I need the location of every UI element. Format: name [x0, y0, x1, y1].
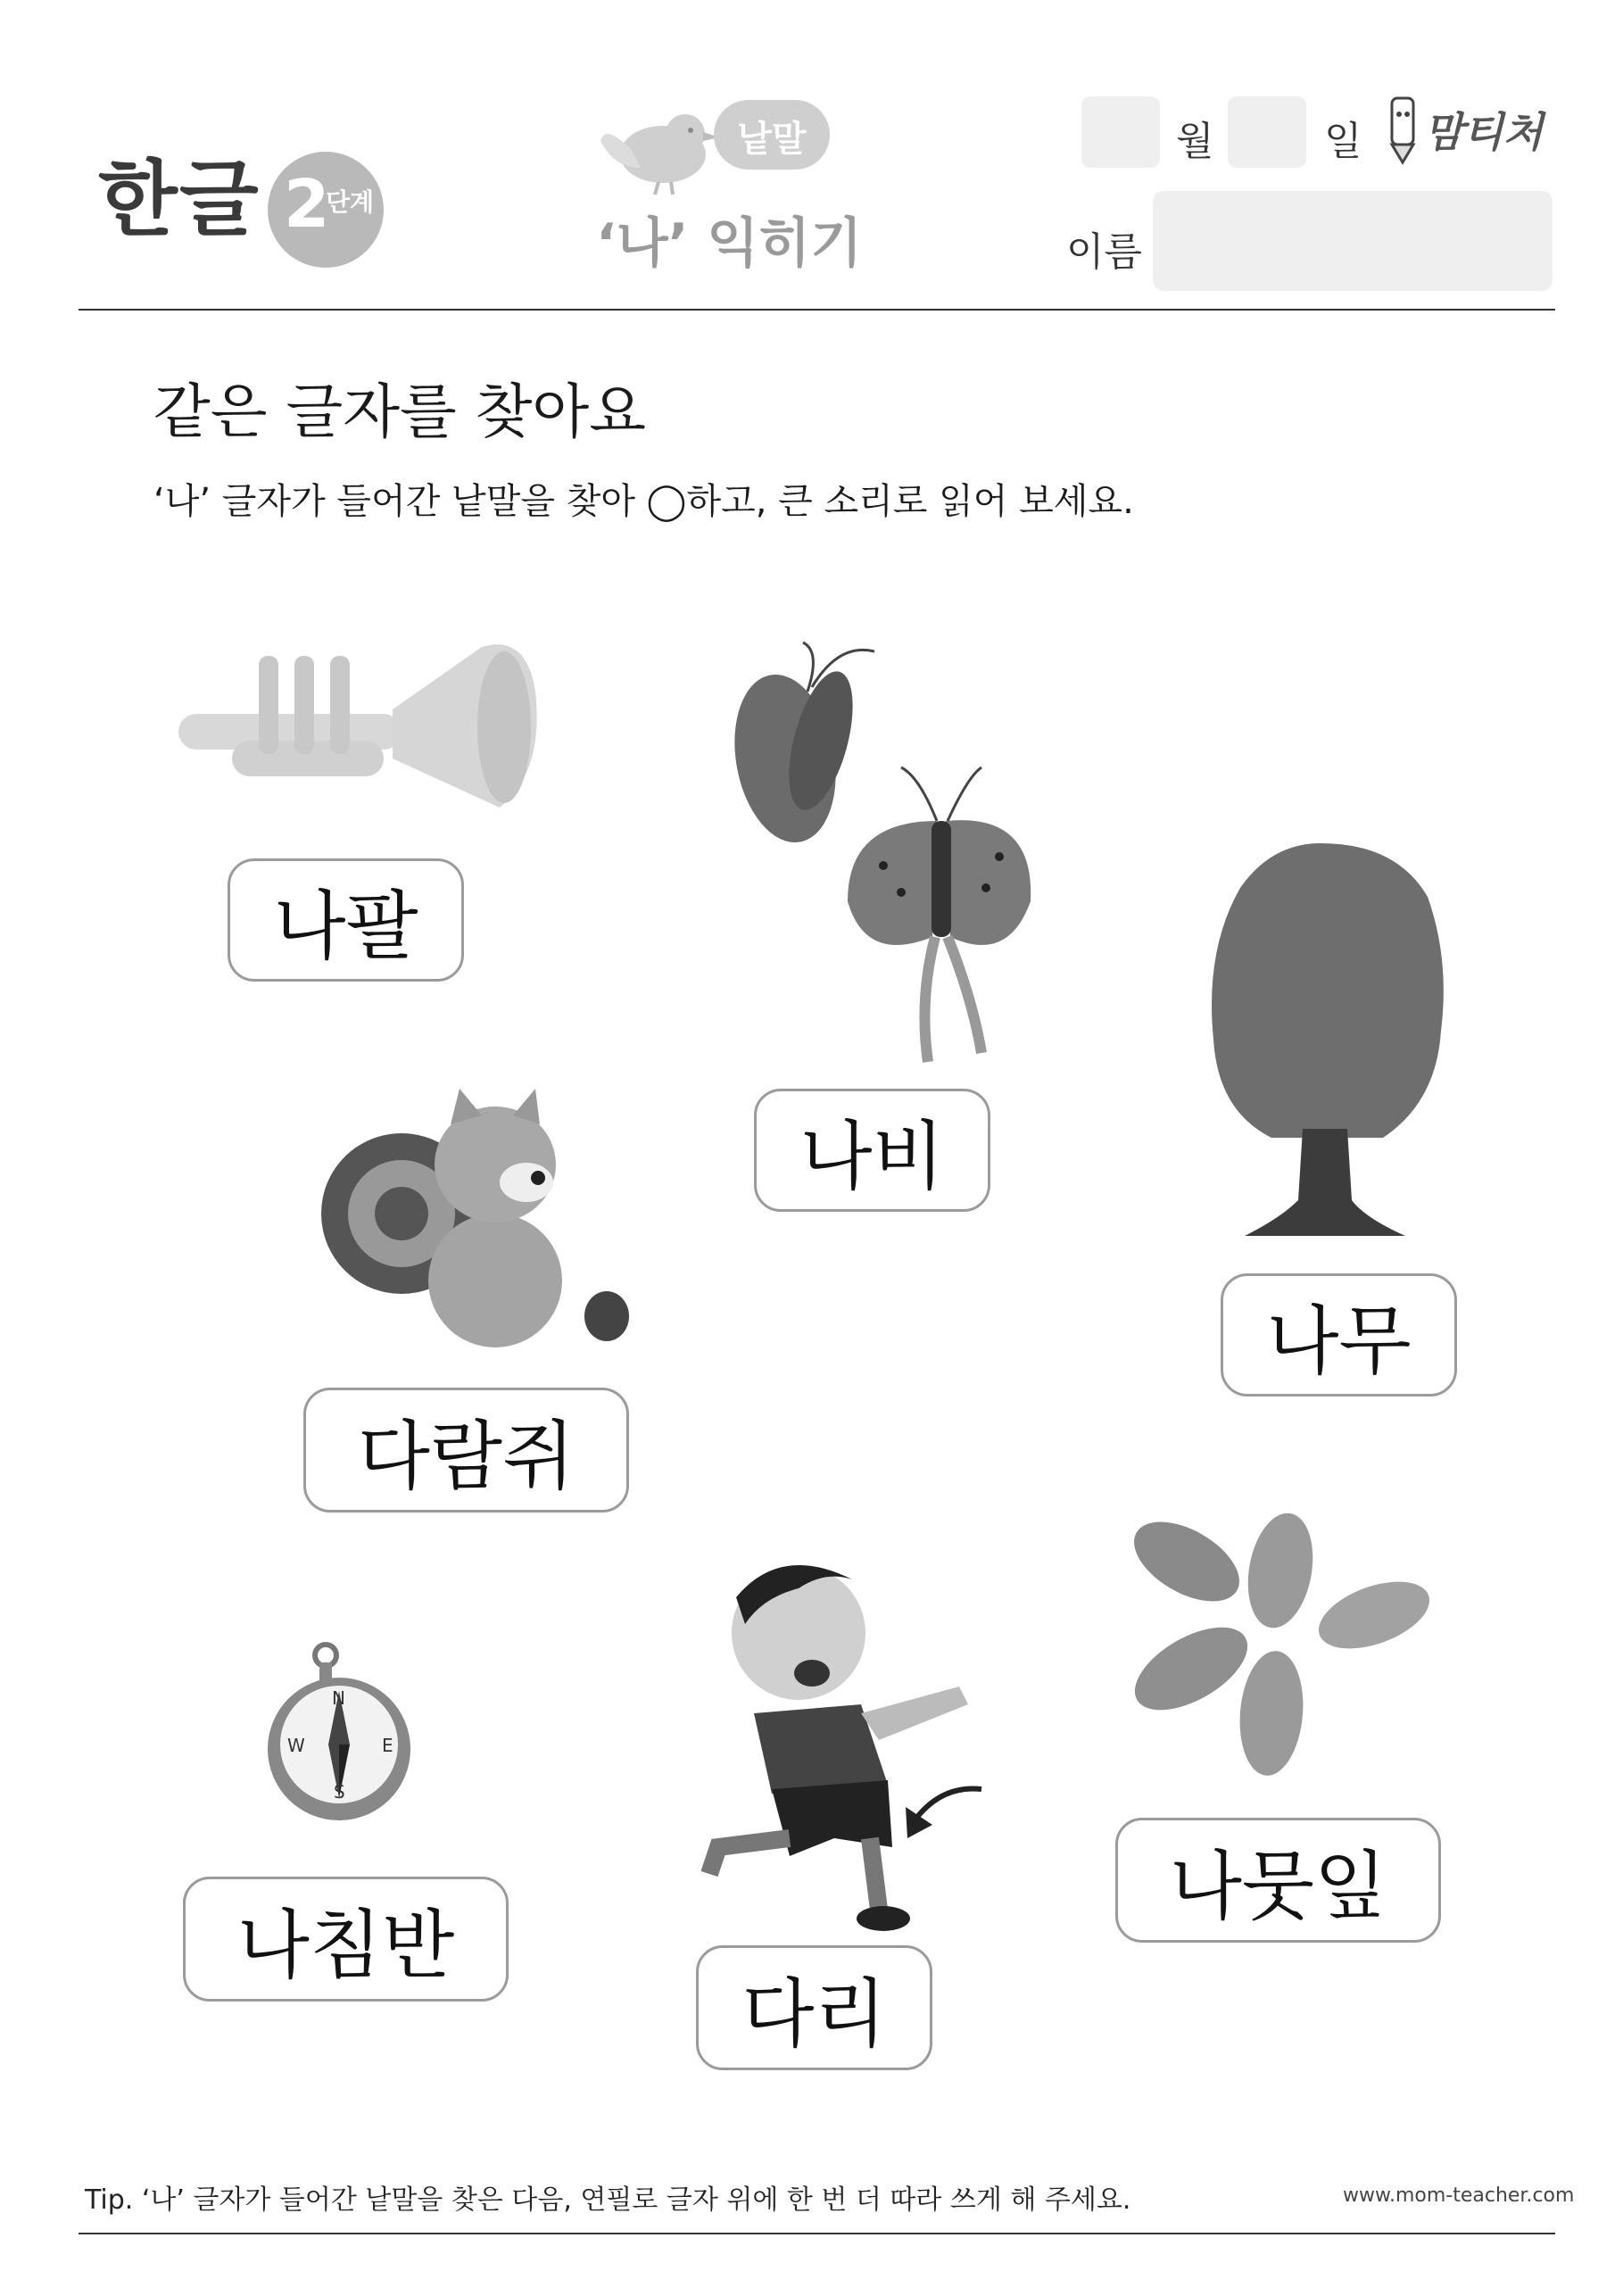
bird-icon [596, 105, 721, 195]
word-card-leaves[interactable]: 나뭇잎 [1115, 1818, 1441, 1943]
word-card-squirrel[interactable]: 다람쥐 [303, 1388, 629, 1513]
compass-w: W [287, 1735, 305, 1756]
leaves-icon [1138, 1499, 1441, 1785]
compass-icon [268, 1646, 419, 1825]
word-card-compass[interactable]: 나침반 [183, 1877, 509, 2002]
compass-s: S [334, 1781, 345, 1803]
header-divider [79, 309, 1555, 311]
butterfly-icon [714, 642, 1053, 1071]
trumpet-icon [170, 629, 553, 825]
footer-website: www.mom-teacher.com [1343, 2184, 1575, 2207]
word-card-leg[interactable]: 다리 [696, 1945, 932, 2070]
month-label: 월 [1176, 119, 1214, 164]
footer-divider [79, 2233, 1555, 2234]
activity-title: 같은 글자를 찾아요 [153, 377, 647, 446]
footer-tip: Tip. ‘나’ 글자가 들어간 낱말을 찾은 다음, 연필로 글자 위에 한 번 더 따라 쓰게 해 주세요. [85, 2184, 1131, 2216]
compass-n: N [332, 1687, 345, 1709]
name-label: 이름 [1066, 229, 1143, 275]
running-boy-icon [674, 1553, 1004, 1936]
name-input[interactable] [1153, 191, 1553, 291]
pencil-icon [1385, 95, 1420, 166]
word-card-trumpet[interactable]: 나팔 [228, 858, 464, 982]
step-number: 2 [284, 166, 330, 243]
month-input[interactable] [1081, 96, 1160, 168]
day-input[interactable] [1228, 96, 1306, 168]
lesson-subtitle: ‘나’ 익히기 [596, 212, 863, 275]
brand-logo: 맘티처 [1424, 108, 1544, 156]
compass-e: E [382, 1735, 393, 1756]
word-card-butterfly[interactable]: 나비 [754, 1089, 990, 1212]
day-label: 일 [1324, 119, 1362, 164]
word-card-tree[interactable]: 나무 [1221, 1273, 1457, 1397]
activity-instruction: ‘나’ 글자가 들어간 낱말을 찾아 ◯하고, 큰 소리로 읽어 보세요. [153, 481, 1134, 522]
brand-title: 한글 [98, 152, 261, 247]
squirrel-icon [317, 1089, 629, 1356]
category-label: 낱말 [737, 119, 807, 160]
step-unit: 단계 [326, 187, 375, 217]
tree-icon [1209, 843, 1450, 1254]
